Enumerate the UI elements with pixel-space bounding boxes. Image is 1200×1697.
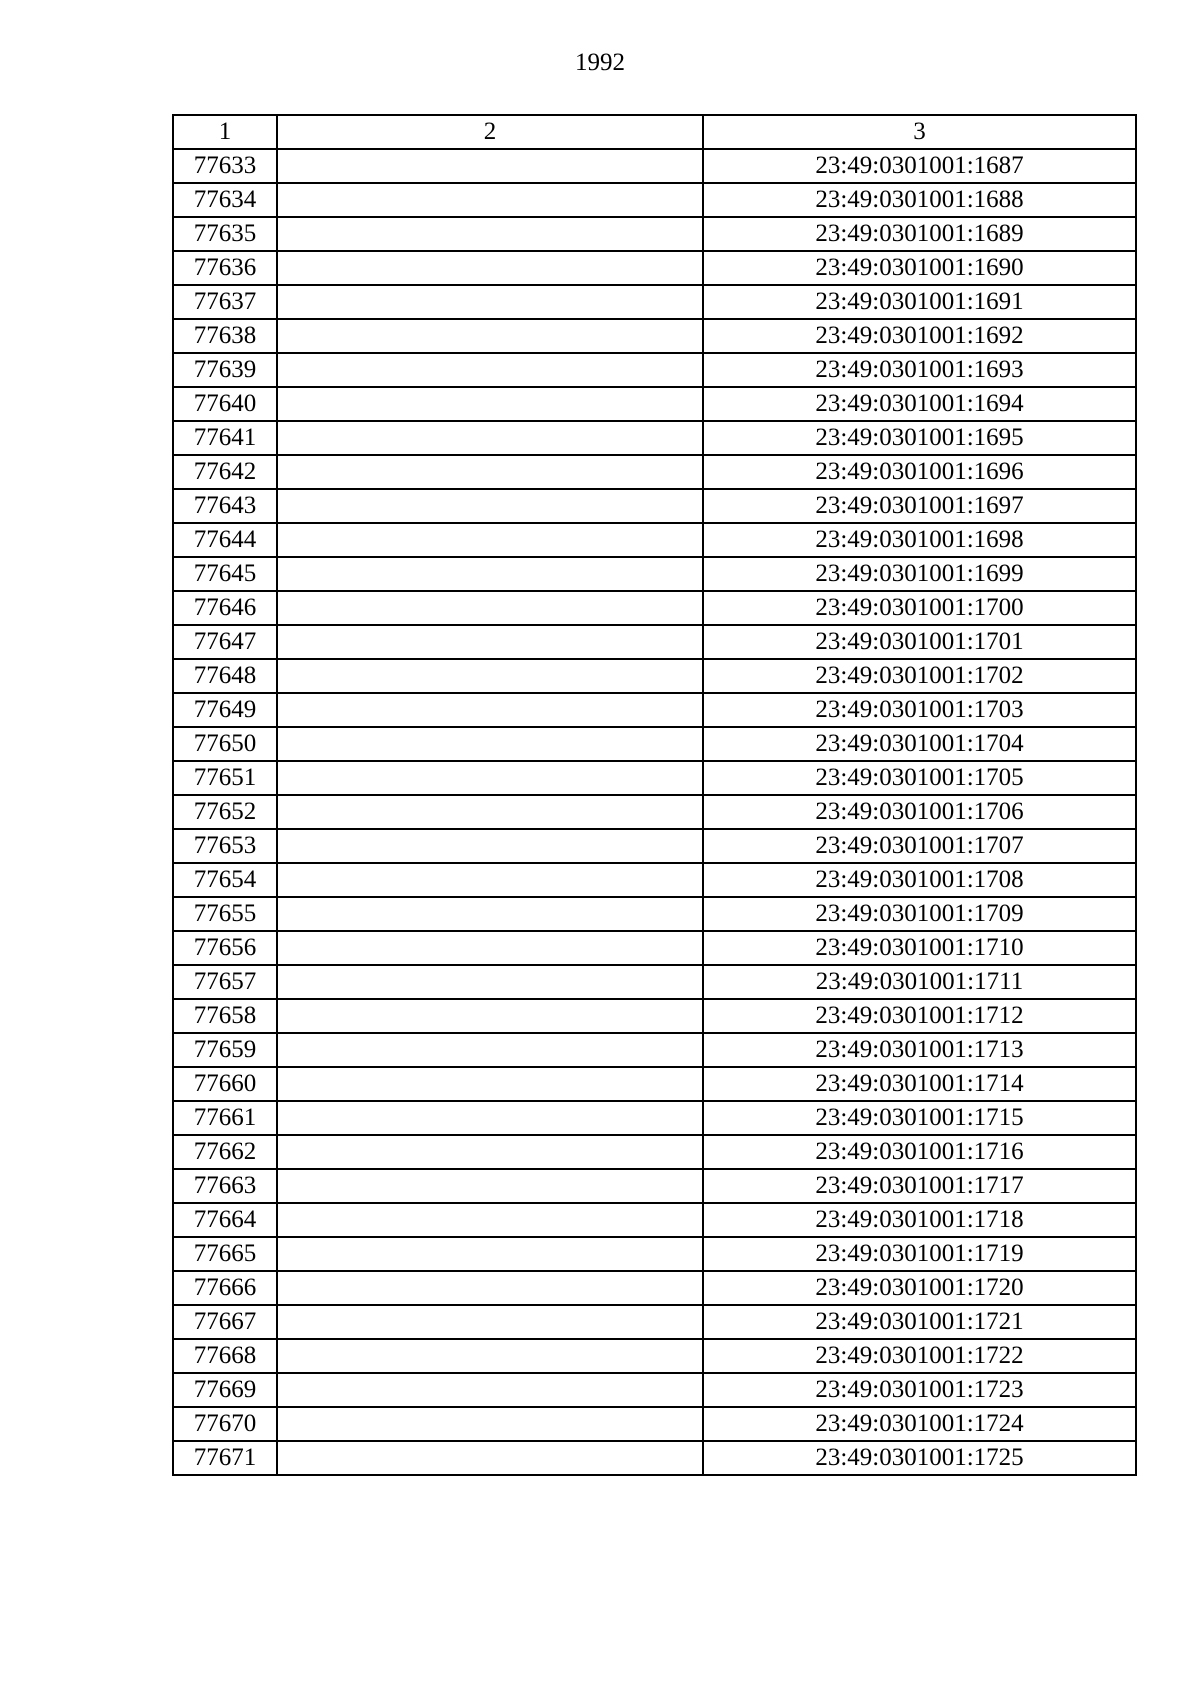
row-description-cell (277, 931, 703, 965)
cadastral-number-cell: 23:49:0301001:1689 (703, 217, 1136, 251)
row-number-cell: 77657 (173, 965, 277, 999)
row-description-cell (277, 489, 703, 523)
cadastral-number-cell: 23:49:0301001:1687 (703, 149, 1136, 183)
row-description-cell (277, 1135, 703, 1169)
row-description-cell (277, 1339, 703, 1373)
cadastral-number-cell: 23:49:0301001:1723 (703, 1373, 1136, 1407)
cadastral-number-cell: 23:49:0301001:1718 (703, 1203, 1136, 1237)
table-row (173, 897, 1136, 931)
row-description-cell (277, 1407, 703, 1441)
cadastral-number-cell: 23:49:0301001:1707 (703, 829, 1136, 863)
cadastral-number-cell: 23:49:0301001:1710 (703, 931, 1136, 965)
row-number-cell: 77641 (173, 421, 277, 455)
row-description-cell (277, 1101, 703, 1135)
row-number-cell: 77670 (173, 1407, 277, 1441)
table-row (173, 829, 1136, 863)
cadastral-number-cell: 23:49:0301001:1701 (703, 625, 1136, 659)
table-row (173, 1407, 1136, 1441)
row-number-cell: 77648 (173, 659, 277, 693)
table-row (173, 455, 1136, 489)
cadastral-number-cell: 23:49:0301001:1704 (703, 727, 1136, 761)
table-row (173, 1339, 1136, 1373)
row-description-cell (277, 727, 703, 761)
row-description-cell (277, 999, 703, 1033)
header-row (173, 115, 1136, 149)
row-description-cell (277, 1305, 703, 1339)
cadastral-number-cell: 23:49:0301001:1711 (703, 965, 1136, 999)
cadastral-number-cell: 23:49:0301001:1699 (703, 557, 1136, 591)
column-header-1: 1 (173, 115, 277, 149)
row-description-cell (277, 523, 703, 557)
cadastral-number-cell: 23:49:0301001:1705 (703, 761, 1136, 795)
cadastral-number-cell: 23:49:0301001:1715 (703, 1101, 1136, 1135)
table-body (173, 149, 1136, 1475)
row-number-cell: 77655 (173, 897, 277, 931)
table-row (173, 727, 1136, 761)
table-row (173, 285, 1136, 319)
row-number-cell: 77671 (173, 1441, 277, 1475)
row-number-cell: 77664 (173, 1203, 277, 1237)
row-description-cell (277, 1237, 703, 1271)
table-row (173, 1203, 1136, 1237)
row-description-cell (277, 863, 703, 897)
row-number-cell: 77656 (173, 931, 277, 965)
row-number-cell: 77667 (173, 1305, 277, 1339)
cadastral-number-cell: 23:49:0301001:1712 (703, 999, 1136, 1033)
table-row (173, 387, 1136, 421)
cadastral-number-cell: 23:49:0301001:1703 (703, 693, 1136, 727)
row-description-cell (277, 557, 703, 591)
table-row (173, 931, 1136, 965)
table-row (173, 659, 1136, 693)
row-number-cell: 77649 (173, 693, 277, 727)
table-row (173, 1237, 1136, 1271)
row-description-cell (277, 455, 703, 489)
cadastral-number-cell: 23:49:0301001:1697 (703, 489, 1136, 523)
table-row (173, 795, 1136, 829)
table-row (173, 1135, 1136, 1169)
row-description-cell (277, 829, 703, 863)
cadastral-number-cell: 23:49:0301001:1721 (703, 1305, 1136, 1339)
row-description-cell (277, 149, 703, 183)
cadastral-number-cell: 23:49:0301001:1692 (703, 319, 1136, 353)
table-row (173, 1067, 1136, 1101)
table-row (173, 251, 1136, 285)
row-number-cell: 77638 (173, 319, 277, 353)
cadastral-number-cell: 23:49:0301001:1706 (703, 795, 1136, 829)
cadastral-number-cell: 23:49:0301001:1719 (703, 1237, 1136, 1271)
table-row (173, 1373, 1136, 1407)
table-row (173, 965, 1136, 999)
row-description-cell (277, 319, 703, 353)
row-number-cell: 77661 (173, 1101, 277, 1135)
row-description-cell (277, 217, 703, 251)
row-number-cell: 77669 (173, 1373, 277, 1407)
row-description-cell (277, 1169, 703, 1203)
row-description-cell (277, 1441, 703, 1475)
row-description-cell (277, 183, 703, 217)
cadastral-number-cell: 23:49:0301001:1720 (703, 1271, 1136, 1305)
column-header-3: 3 (703, 115, 1136, 149)
cadastral-number-cell: 23:49:0301001:1698 (703, 523, 1136, 557)
row-number-cell: 77653 (173, 829, 277, 863)
row-number-cell: 77636 (173, 251, 277, 285)
table-row (173, 1101, 1136, 1135)
table-row (173, 421, 1136, 455)
row-number-cell: 77665 (173, 1237, 277, 1271)
row-description-cell (277, 965, 703, 999)
cadastral-number-cell: 23:49:0301001:1690 (703, 251, 1136, 285)
table-row (173, 625, 1136, 659)
table-row (173, 863, 1136, 897)
row-number-cell: 77635 (173, 217, 277, 251)
table-row (173, 591, 1136, 625)
page-number: 1992 (575, 49, 625, 76)
row-number-cell: 77642 (173, 455, 277, 489)
row-description-cell (277, 591, 703, 625)
row-number-cell: 77646 (173, 591, 277, 625)
row-number-cell: 77650 (173, 727, 277, 761)
row-number-cell: 77647 (173, 625, 277, 659)
cadastral-number-cell: 23:49:0301001:1708 (703, 863, 1136, 897)
row-description-cell (277, 1067, 703, 1101)
row-description-cell (277, 1033, 703, 1067)
table-row (173, 761, 1136, 795)
cadastral-number-cell: 23:49:0301001:1688 (703, 183, 1136, 217)
cadastral-number-cell: 23:49:0301001:1724 (703, 1407, 1136, 1441)
row-number-cell: 77668 (173, 1339, 277, 1373)
cadastral-number-cell: 23:49:0301001:1722 (703, 1339, 1136, 1373)
row-number-cell: 77640 (173, 387, 277, 421)
cadastral-number-cell: 23:49:0301001:1700 (703, 591, 1136, 625)
cadastral-number-cell: 23:49:0301001:1691 (703, 285, 1136, 319)
cadastral-number-cell: 23:49:0301001:1717 (703, 1169, 1136, 1203)
table-row (173, 999, 1136, 1033)
cadastral-number-cell: 23:49:0301001:1709 (703, 897, 1136, 931)
row-description-cell (277, 761, 703, 795)
table-row (173, 319, 1136, 353)
row-number-cell: 77662 (173, 1135, 277, 1169)
row-description-cell (277, 1203, 703, 1237)
row-description-cell (277, 251, 703, 285)
table-row (173, 1169, 1136, 1203)
row-number-cell: 77658 (173, 999, 277, 1033)
table-row (173, 557, 1136, 591)
cadastral-number-cell: 23:49:0301001:1693 (703, 353, 1136, 387)
cadastral-number-cell: 23:49:0301001:1694 (703, 387, 1136, 421)
row-number-cell: 77637 (173, 285, 277, 319)
row-description-cell (277, 421, 703, 455)
row-number-cell: 77666 (173, 1271, 277, 1305)
row-description-cell (277, 693, 703, 727)
row-description-cell (277, 353, 703, 387)
cadastral-number-cell: 23:49:0301001:1702 (703, 659, 1136, 693)
row-number-cell: 77652 (173, 795, 277, 829)
table-row (173, 523, 1136, 557)
row-description-cell (277, 625, 703, 659)
table-row (173, 1271, 1136, 1305)
row-description-cell (277, 1271, 703, 1305)
table-row (173, 149, 1136, 183)
table-row (173, 1441, 1136, 1475)
registry-table (172, 114, 1137, 1476)
cadastral-number-cell: 23:49:0301001:1716 (703, 1135, 1136, 1169)
cadastral-number-cell: 23:49:0301001:1713 (703, 1033, 1136, 1067)
row-number-cell: 77651 (173, 761, 277, 795)
cadastral-number-cell: 23:49:0301001:1696 (703, 455, 1136, 489)
table-row (173, 217, 1136, 251)
row-number-cell: 77654 (173, 863, 277, 897)
table-row (173, 489, 1136, 523)
row-description-cell (277, 285, 703, 319)
row-number-cell: 77663 (173, 1169, 277, 1203)
table-row (173, 1305, 1136, 1339)
cadastral-number-cell: 23:49:0301001:1725 (703, 1441, 1136, 1475)
row-number-cell: 77660 (173, 1067, 277, 1101)
table-header (173, 115, 1136, 149)
table-row (173, 1033, 1136, 1067)
row-description-cell (277, 897, 703, 931)
row-number-cell: 77634 (173, 183, 277, 217)
row-number-cell: 77633 (173, 149, 277, 183)
table-row (173, 353, 1136, 387)
row-description-cell (277, 659, 703, 693)
table-row (173, 183, 1136, 217)
row-description-cell (277, 1373, 703, 1407)
row-description-cell (277, 387, 703, 421)
column-header-2: 2 (277, 115, 703, 149)
cadastral-number-cell: 23:49:0301001:1714 (703, 1067, 1136, 1101)
row-number-cell: 77643 (173, 489, 277, 523)
row-description-cell (277, 795, 703, 829)
row-number-cell: 77645 (173, 557, 277, 591)
table-row (173, 693, 1136, 727)
row-number-cell: 77659 (173, 1033, 277, 1067)
cadastral-number-cell: 23:49:0301001:1695 (703, 421, 1136, 455)
row-number-cell: 77644 (173, 523, 277, 557)
row-number-cell: 77639 (173, 353, 277, 387)
